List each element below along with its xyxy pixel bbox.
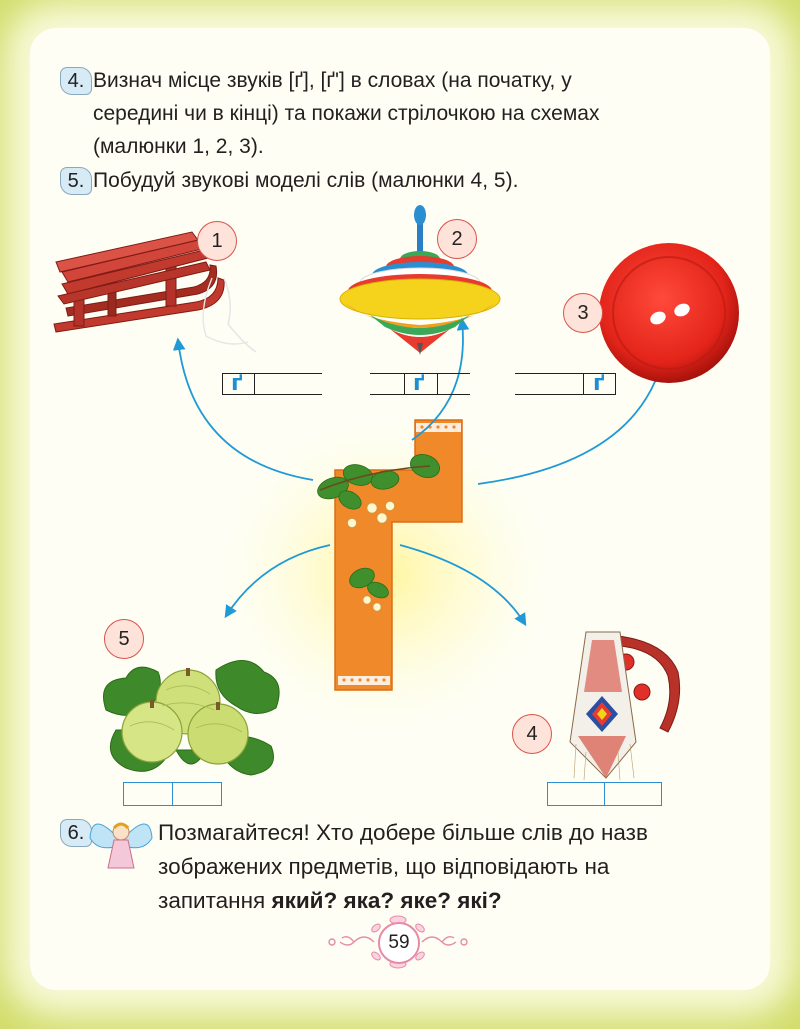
beaded-tie-image [556,632,696,782]
scheme-2 [370,373,470,395]
scheme-1-letter: ґ [231,371,243,396]
picture-number-5: 5 [104,619,144,659]
task-6-badge: 6. [60,819,92,847]
task-5-badge: 5. [60,167,92,195]
task-6-line-3-plain: запитання [158,888,272,913]
picture-number-3: 3 [563,293,603,333]
task-4-line-2: середині чи в кінці) та покажи стрілочкою на схемах [93,102,600,125]
task-6-line-1: Позмагайтеся! Хто добере більше слів до назв [158,820,648,845]
page-number: 59 [378,922,420,964]
picture-number-2: 2 [437,219,477,259]
scheme-1 [222,373,322,395]
task-4-line-3: (малюнки 1, 2, 3). [93,135,264,158]
task-6-line-3 [158,888,502,914]
answer-box-4-cell-2 [604,783,661,805]
scheme-2-letter: ґ [413,371,425,396]
button-image [596,240,746,390]
spinning-top-image [335,203,505,358]
gooseberries-image [96,650,286,780]
task-6-question-words: який? яка? яке? які? [271,888,502,913]
answer-box-5-cell-1 [124,783,172,805]
answer-box-5-cell-2 [172,783,221,805]
scheme-3 [515,373,615,395]
task-5-text: Побудуй звукові моделі слів (малюнки 4, 5). [93,169,519,192]
answer-box-4 [547,782,662,806]
fairy-icon [88,808,154,872]
task-4-line-1: Визнач місце звуків [ґ], [ґ'] в словах (на початку, у [93,69,572,92]
scheme-3-letter: ґ [593,371,605,396]
picture-number-1: 1 [197,221,237,261]
answer-box-5 [123,782,222,806]
task-4-badge: 4. [60,67,92,95]
task-6-line-2: зображених предметів, що відповідають на [158,854,610,879]
answer-box-4-cell-1 [548,783,604,805]
picture-number-4: 4 [512,714,552,754]
